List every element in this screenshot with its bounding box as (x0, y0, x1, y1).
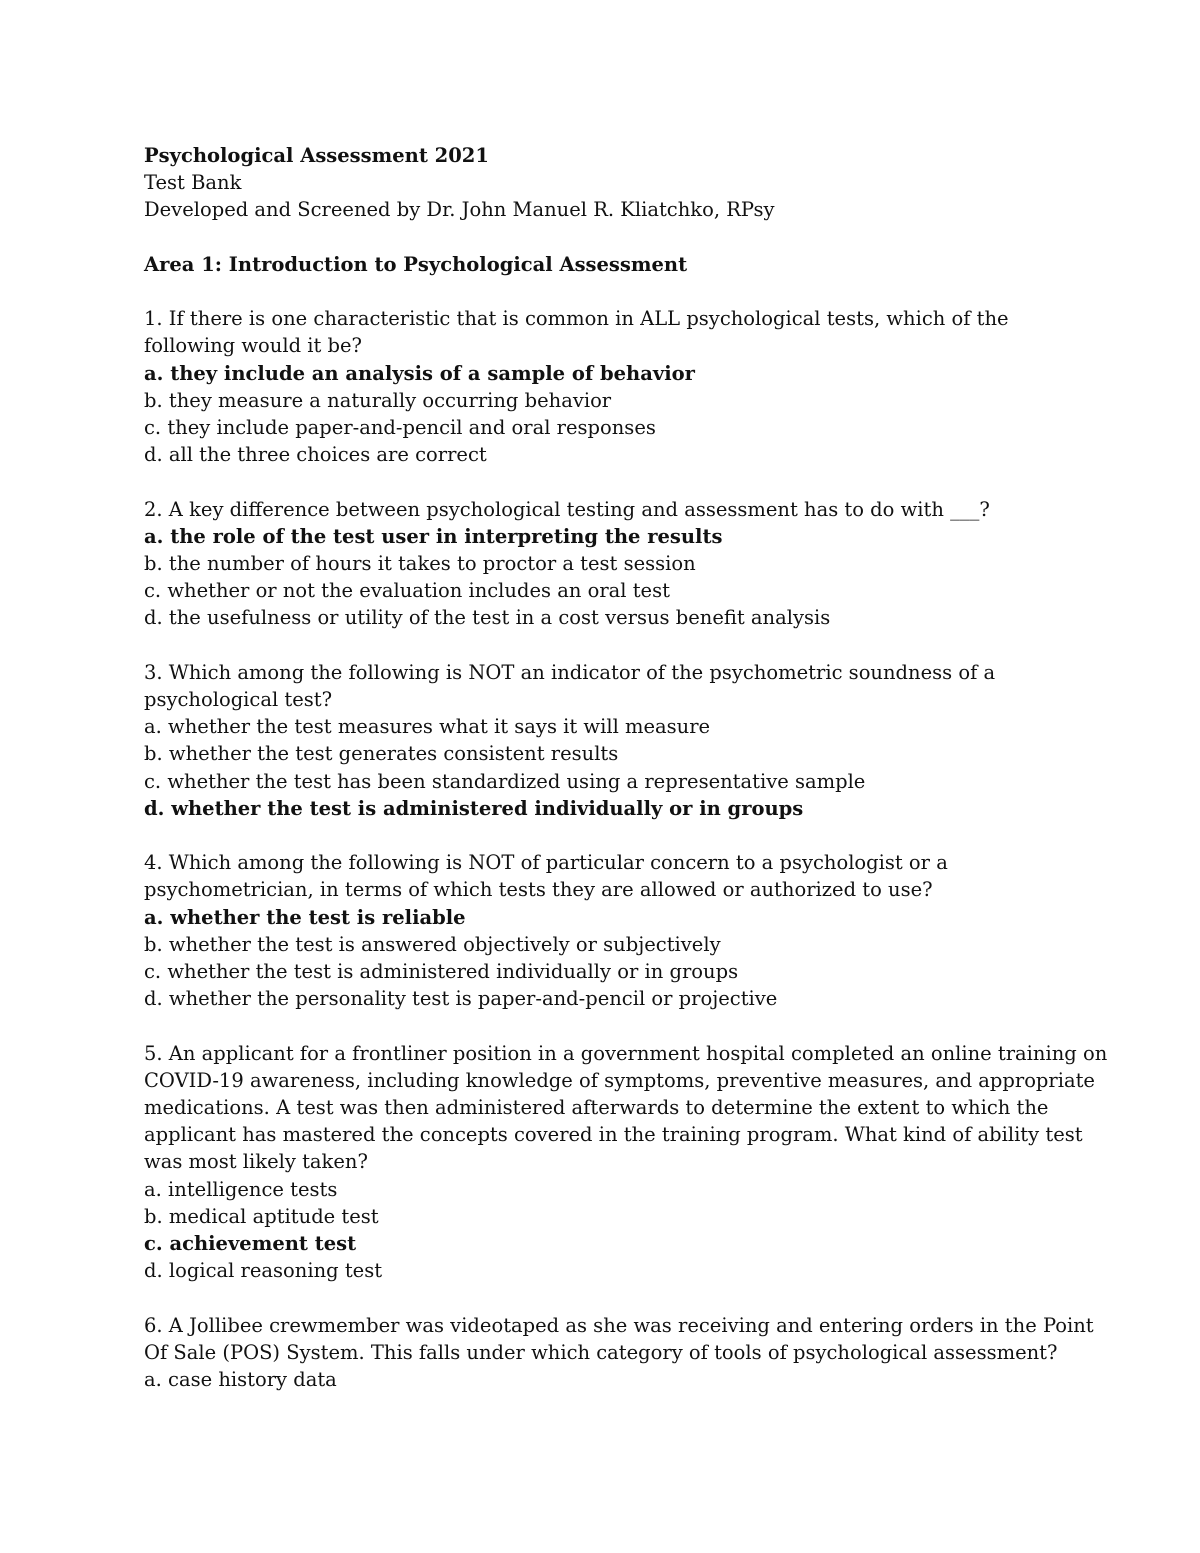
answer-choice: b. whether the test generates consistent results (144, 742, 619, 766)
answer-choice: a. whether the test measures what it says it will measure (144, 715, 711, 739)
spacer (144, 278, 1074, 305)
question-text: applicant has mastered the concepts covered in the training program. What kind of ability test (144, 1123, 1083, 1147)
answer-choice: c. whether the test is administered individually or in groups (144, 960, 739, 984)
question-block (144, 1040, 1108, 1285)
question-text: 2. A key difference between psychological testing and assessment has to do with ___? (144, 497, 990, 521)
answer-choice: b. they measure a naturally occurring behavior (144, 388, 612, 412)
spacer (144, 632, 1074, 659)
question-text: psychometrician, in terms of which tests they are allowed or authorized to use? (144, 878, 933, 902)
answer-choice: c. whether or not the evaluation includes an oral test (144, 579, 670, 603)
answer-choice: d. whether the personality test is paper-and-pencil or projective (144, 987, 778, 1011)
question-block (144, 305, 1074, 468)
document-page (144, 142, 1108, 1393)
document-subtitle: Test Bank (144, 171, 242, 195)
author-line: Developed and Screened by Dr. John Manuel R. Kliatchko, RPsy (144, 198, 775, 222)
area-heading: Area 1: Introduction to Psychological Assessment (144, 252, 688, 276)
answer-choice: d. logical reasoning test (144, 1259, 383, 1283)
question-text: following would it be? (144, 334, 362, 358)
question-text: Of Sale (POS) System. This falls under which category of tools of psychological assessment? (144, 1340, 1058, 1364)
question-list (144, 305, 1108, 1393)
answer-choice: b. whether the test is answered objectively or subjectively (144, 932, 721, 956)
question-text: psychological test? (144, 688, 333, 711)
answer-choice: b. the number of hours it takes to proctor a test session (144, 552, 696, 575)
question-text: 3. Which among the following is NOT an indicator of the psychometric soundness of a (144, 660, 996, 684)
answer-choice-correct: a. the role of the test user in interpreting the results (144, 524, 723, 548)
question-text: 1. If there is one characteristic that is common in ALL psychological tests, which of the (144, 307, 1009, 331)
spacer (144, 468, 1074, 495)
spacer (144, 822, 1074, 849)
answer-choice-correct: c. achievement test (144, 1232, 357, 1256)
answer-choice-correct: a. whether the test is reliable (144, 905, 466, 929)
spacer (144, 1012, 1074, 1039)
spacer (144, 1284, 1074, 1311)
question-block (144, 849, 1074, 1012)
question-block (144, 1312, 1094, 1394)
answer-choice: a. case history data (144, 1368, 337, 1392)
answer-choice: c. they include paper-and-pencil and oral responses (144, 416, 656, 439)
spacer (144, 224, 1074, 251)
answer-choice: c. whether the test has been standardized using a representative sample (144, 769, 866, 793)
question-text: 5. An applicant for a frontliner position in a government hospital completed an online training on (144, 1041, 1108, 1065)
question-block (144, 496, 1074, 632)
answer-choice: d. the usefulness or utility of the test in a cost versus benefit analysis (144, 606, 831, 630)
question-text: 4. Which among the following is NOT of particular concern to a psychologist or a (144, 851, 948, 875)
question-text: medications. A test was then administered afterwards to determine the extent to which the (144, 1096, 1049, 1120)
question-text: 6. A Jollibee crewmember was videotaped as she was receiving and entering orders in the Point (144, 1313, 1094, 1337)
question-block (144, 659, 1074, 822)
question-text: was most likely taken? (144, 1150, 368, 1174)
document-title: Psychological Assessment 2021 (144, 144, 489, 167)
answer-choice: d. all the three choices are correct (144, 443, 487, 467)
answer-choice: a. intelligence tests (144, 1177, 338, 1201)
answer-choice: b. medical aptitude test (144, 1204, 379, 1228)
question-text: COVID-19 awareness, including knowledge of symptoms, preventive measures, and appropriate (144, 1068, 1095, 1092)
answer-choice-correct: d. whether the test is administered individually or in groups (144, 796, 804, 820)
answer-choice-correct: a. they include an analysis of a sample of behavior (144, 361, 695, 385)
